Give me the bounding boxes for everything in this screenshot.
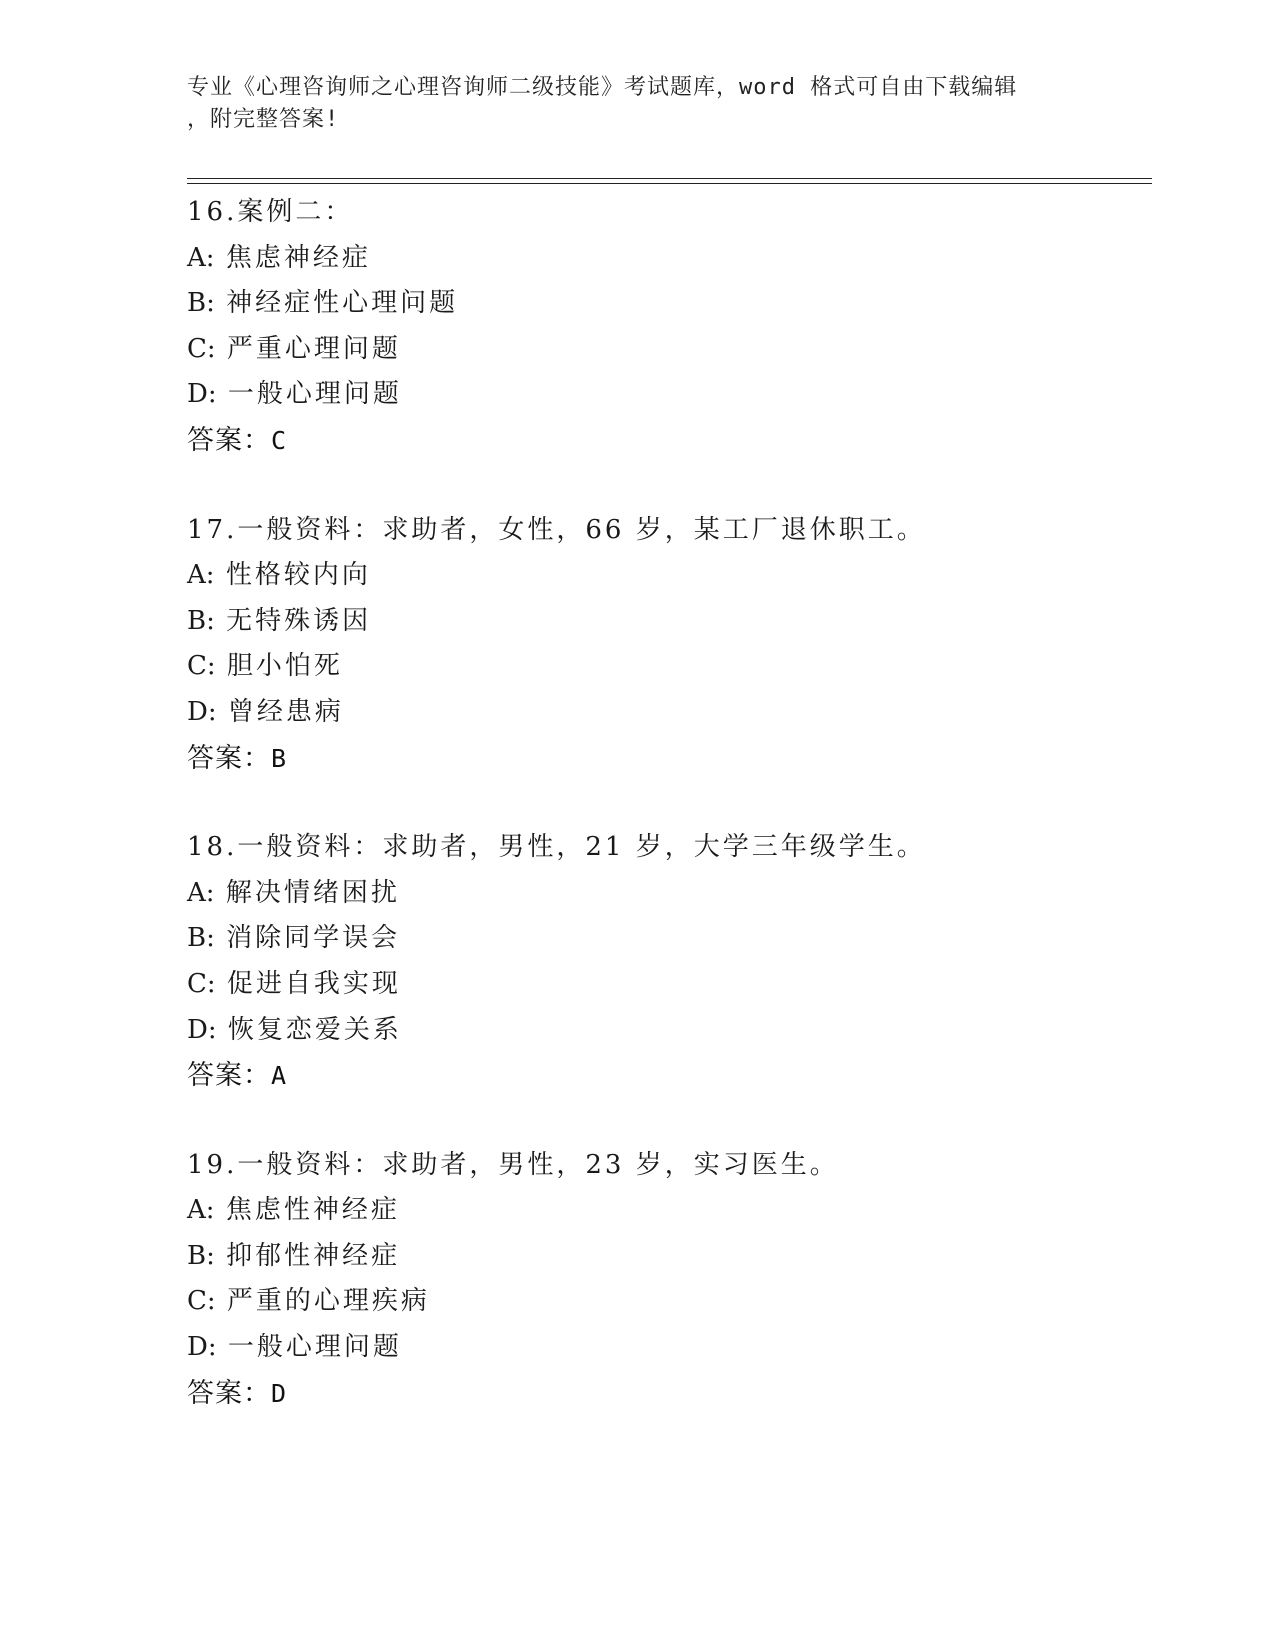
option-b [187,281,1147,327]
question-block [187,1143,1147,1417]
question-stem: 17.一般资料：求助者，女性，66 岁，某工厂退休职工。 [187,514,926,545]
header-divider-bottom [187,183,1152,184]
option-d [187,372,1147,418]
option-text: 一般心理问题 [227,379,402,410]
question-block [187,825,1147,1099]
option-text: 一般心理问题 [227,1332,402,1363]
option-letter: D: [187,696,217,727]
option-a [187,236,1147,282]
option-text: 焦虑神经症 [225,242,371,273]
option-d [187,1325,1147,1371]
option-c [187,1279,1147,1325]
option-letter: B: [187,1240,215,1271]
question-block [187,190,1147,464]
option-letter: B: [187,923,215,954]
option-text: 解决情绪困扰 [225,877,400,908]
option-text: 严重的心理疾病 [226,1286,430,1317]
option-letter: C: [187,1286,216,1317]
option-c [187,327,1147,373]
answer-value: C [271,425,288,455]
answer-line [187,1371,1147,1417]
option-b [187,599,1147,645]
option-a [187,553,1147,599]
question-stem: 18.一般资料：求助者，男性，21 岁，大学三年级学生。 [187,832,926,863]
option-text: 消除同学误会 [226,923,401,954]
option-letter: D: [187,1332,217,1363]
answer-label: 答案： [187,1060,271,1092]
option-b [187,916,1147,962]
answer-line [187,1053,1147,1099]
option-letter: A: [187,242,215,273]
answer-line [187,418,1147,464]
option-letter: B: [187,605,215,636]
option-text: 促进自我实现 [226,968,401,999]
option-b [187,1234,1147,1280]
option-d [187,1008,1147,1054]
option-c [187,644,1147,690]
option-text: 无特殊诱因 [226,605,372,636]
option-text: 神经症性心理问题 [226,288,459,319]
answer-value: B [271,743,288,773]
option-c [187,962,1147,1008]
option-letter: C: [187,651,216,682]
answer-label: 答案： [187,424,271,456]
option-a [187,1188,1147,1234]
option-text: 曾经患病 [227,696,344,727]
option-d [187,690,1147,736]
option-text: 抑郁性神经症 [226,1240,401,1271]
answer-label: 答案： [187,1377,271,1409]
option-letter: C: [187,333,216,364]
option-letter: A: [187,877,215,908]
document-header [187,72,1087,136]
option-letter: D: [187,379,217,410]
question-stem: 19.一般资料：求助者，男性，23 岁，实习医生。 [187,1149,839,1180]
option-a [187,871,1147,917]
option-text: 性格较内向 [225,560,371,591]
question-stem: 16.案例二： [187,197,354,227]
option-letter: A: [187,560,215,591]
header-divider-top [187,178,1152,179]
answer-value: D [271,1378,288,1408]
answer-line [187,736,1147,782]
option-text: 胆小怕死 [226,651,343,682]
question-block [187,508,1147,782]
option-text: 严重心理问题 [226,333,401,364]
answer-label: 答案： [187,742,271,774]
option-letter: C: [187,968,216,999]
option-letter: D: [187,1014,217,1045]
option-letter: B: [187,288,215,319]
question-list [187,190,1147,1460]
option-text: 恢复恋爱关系 [227,1014,402,1045]
option-text: 焦虑性神经症 [225,1195,400,1226]
option-letter: A: [187,1195,215,1226]
answer-value: A [271,1061,288,1091]
header-line-1: 专业《心理咨询师之心理咨询师二级技能》考试题库，word 格式可自由下载编辑 [187,75,1018,100]
header-line-2: ，附完整答案! [187,107,340,132]
